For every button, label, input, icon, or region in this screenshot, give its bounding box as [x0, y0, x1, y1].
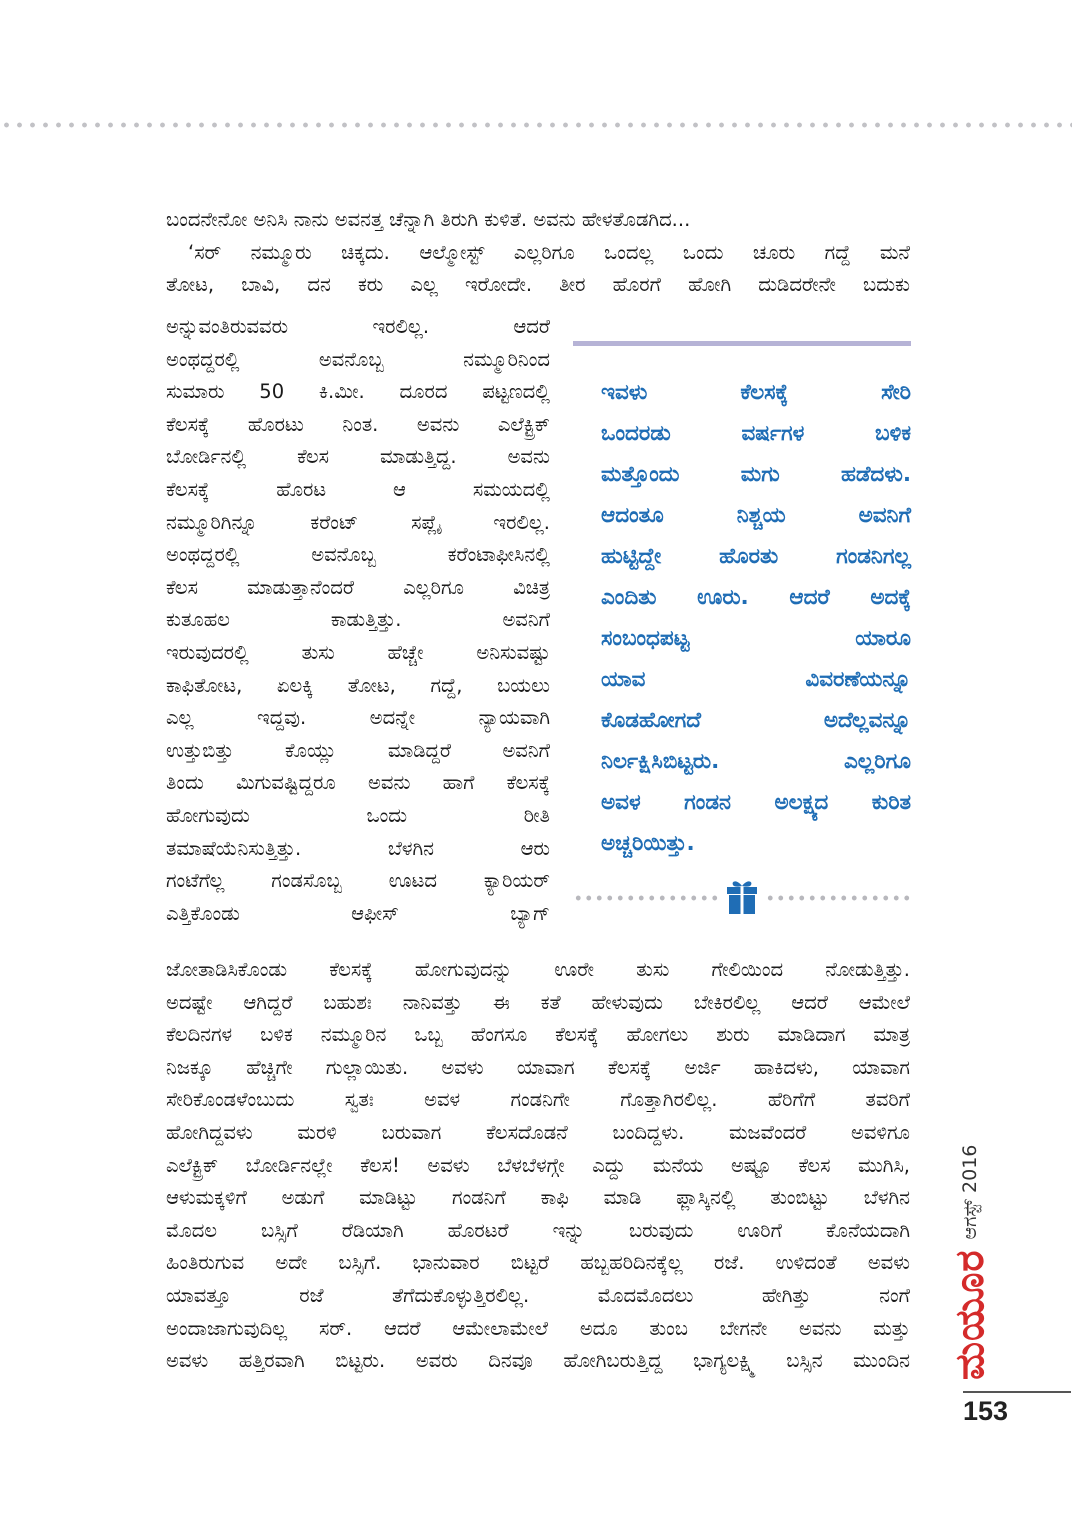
- body-line: ಎತ್ತಿಕೊಂಡು ಆಫೀಸ್ ಬ್ಯಾಗ್: [166, 901, 550, 925]
- pullquote-line: ಹುಟ್ಟಿದ್ದೇ ಹೊರತು ಗಂಡನಿಗಲ್ಲ: [601, 544, 911, 569]
- page-number-rule: [963, 1391, 1071, 1393]
- page-number: 153: [963, 1396, 1009, 1426]
- body-line: ಬೋರ್ಡಿನಲ್ಲಿ ಕೆಲಸ ಮಾಡುತ್ತಿದ್ದ. ಅವನು: [166, 445, 550, 469]
- body-line: ಅದಷ್ಟೇ ಆಗಿದ್ದರೆ ಬಹುಶಃ ನಾನಿವತ್ತು ಈ ಕತೆ ಹೇಳುವುದು ಬೇಕಿರಲಿಲ್ಲ ಆದರೆ ಆಮೇಲೆ: [166, 990, 910, 1014]
- body-text-bottom: [166, 954, 910, 1378]
- body-text-top: [166, 204, 910, 302]
- body-line: ಅನ್ನುವಂತಿರುವವರು ಇರಲಿಲ್ಲ. ಆದರೆ: [166, 315, 550, 338]
- body-line: ಅಂಥದ್ದರಲ್ಲಿ ಅವನೊಬ್ಬ ನಮ್ಮೂರಿನಿಂದ: [166, 347, 550, 371]
- gift-icon: [725, 879, 759, 915]
- body-line: ಅಂದಾಜಾಗುವುದಿಲ್ಲ ಸರ್. ಆದರೆ ಆಮೇಲಾಮೇಲೆ ಅದೂ ತುಂಬ ಬೇಗನೇ ಅವನು ಮತ್ತು: [166, 1316, 910, 1340]
- body-line: ಕುತೂಹಲ ಕಾಡುತ್ತಿತ್ತು. ಅವನಿಗೆ: [166, 608, 550, 632]
- body-line: ಕಾಫಿತೋಟ, ಏಲಕ್ಕಿ ತೋಟ, ಗದ್ದೆ, ಬಯಲು: [166, 673, 550, 697]
- pullquote-line: ಅವಳ ಗಂಡನ ಅಲಕ್ಷ್ಯದ ಕುರಿತ: [601, 790, 911, 815]
- body-line: ಅವಳು ಹತ್ತಿರವಾಗಿ ಬಿಟ್ಟರು. ಅವರು ದಿನವೂ ಹೋಗಿಬರುತ್ತಿದ್ದ ಭಾಗ್ಯಲಕ್ಷ್ಮಿ ಬಸ್ಸಿನ ಮುಂದಿನ: [166, 1349, 910, 1373]
- pullquote-line: ಕೊಡಹೋಗದೆ ಅದೆಲ್ಲವನ್ನೂ: [601, 708, 911, 733]
- pullquote-line: ಆದಂತೂ ನಿಶ್ಚಯ ಅವನಿಗೆ: [601, 503, 911, 528]
- body-line: ಸುಮಾರು 50 ಕಿ.ಮೀ. ದೂರದ ಪಟ್ಟಣದಲ್ಲಿ: [166, 380, 550, 404]
- body-line: ಕೆಲದಿನಗಳ ಬಳಿಕ ನಮ್ಮೂರಿನ ಒಬ್ಬ ಹೆಂಗಸೂ ಕೆಲಸಕ್ಕೆ ಹೋಗಲು ಶುರು ಮಾಡಿದಾಗ ಮಾತ್ರ: [166, 1023, 910, 1047]
- pullquote-line: ಎಂದಿತು ಊರು. ಆದರೆ ಅದಕ್ಕೆ: [601, 585, 911, 610]
- pullquote-line: ಇವಳು ಕೆಲಸಕ್ಕೆ ಸೇರಿ: [601, 380, 911, 405]
- body-line: ಹೋಗುವುದು ಒಂದು ರೀತಿ: [166, 803, 550, 827]
- pullquote-line: ನಿರ್ಲಕ್ಷಿಸಿಬಿಟ್ಟರು. ಎಲ್ಲರಿಗೂ: [601, 749, 911, 774]
- magazine-side-label: [940, 1130, 1000, 1380]
- body-line: ಕೆಲಸಕ್ಕೆ ಹೊರಟು ನಿಂತ. ಅವನು ಎಲೆಕ್ಟ್ರಿಕ್: [166, 412, 550, 436]
- body-line: ನಿಜಕ್ಕೂ ಹೆಚ್ಚಿಗೇ ಗುಲ್ಲಾಯಿತು. ಅವಳು ಯಾವಾಗ ಕೆಲಸಕ್ಕೆ ಅರ್ಜಿ ಹಾಕಿದಳು, ಯಾವಾಗ: [166, 1055, 910, 1079]
- pullquote: [601, 372, 911, 864]
- body-line: ತೋಟ, ಬಾವಿ, ದನ ಕರು ಎಲ್ಲ ಇರೋದೇ. ತೀರ ಹೊರಗೆ ಹೋಗಿ ದುಡಿದರೇನೇ ಬದುಕು: [166, 273, 910, 297]
- pullquote-line: ಅಚ್ಚರಿಯಿತ್ತು.: [601, 831, 695, 856]
- body-line: ಹೋಗಿದ್ದವಳು ಮರಳಿ ಬರುವಾಗ ಕೆಲಸದೊಡನೆ ಬಂದಿದ್ದಳು. ಮಜವೆಂದರೆ ಅವಳಿಗೂ: [166, 1120, 910, 1144]
- pullquote-dotted-divider-left: [573, 894, 721, 902]
- body-line: ಎಲ್ಲ ಇದ್ದವು. ಅದನ್ನೇ ನ್ಯಾಯವಾಗಿ: [166, 706, 550, 730]
- magazine-name: ಮಯೂರ: [947, 1249, 993, 1380]
- pullquote-dotted-divider-right: [765, 894, 911, 902]
- body-line: ಎಲೆಕ್ಟ್ರಿಕ್ ಬೋರ್ಡಿನಲ್ಲೇ ಕೆಲಸ! ಅವಳು ಬೆಳಬೆಳಗ್ಗೇ ಎದ್ದು ಮನೆಯ ಅಷ್ಟೂ ಕೆಲಸ ಮುಗಿಸಿ,: [166, 1153, 910, 1177]
- body-text-column: [166, 311, 550, 930]
- pullquote-line: ಒಂದರಡು ವರ್ಷಗಳ ಬಳಿಕ: [601, 421, 911, 446]
- body-line: ಆಳುಮಕ್ಕಳಿಗೆ ಅಡುಗೆ ಮಾಡಿಟ್ಟು ಗಂಡನಿಗೆ ಕಾಫಿ ಮಾಡಿ ಫ್ಲಾಸ್ಕಿನಲ್ಲಿ ತುಂಬಿಟ್ಟು ಬೆಳಗಿನ: [166, 1186, 910, 1210]
- body-line: ಯಾವತ್ತೂ ರಜೆ ತೆಗೆದುಕೊಳ್ಳುತ್ತಿರಲಿಲ್ಲ. ಮೊದಮೊದಲು ಹೇಗಿತ್ತು ನಂಗೆ: [166, 1283, 910, 1307]
- pullquote-line: ಮತ್ತೊಂದು ಮಗು ಹಡೆದಳು.: [601, 462, 911, 487]
- body-line: ಅಂಥದ್ದರಲ್ಲಿ ಅವನೊಬ್ಬ ಕರೆಂಟಾಫೀಸಿನಲ್ಲಿ: [166, 543, 550, 567]
- body-line: ಕೆಲಸಕ್ಕೆ ಹೊರಟ ಆ ಸಮಯದಲ್ಲಿ: [166, 477, 550, 501]
- top-dotted-divider: [0, 121, 1072, 129]
- body-line: ಗಂಟೆಗೆಲ್ಲ ಗಂಡಸೊಬ್ಬ ಊಟದ ಕ್ಯಾರಿಯರ್: [166, 869, 550, 893]
- body-line: ನಮ್ಮೂರಿಗಿನ್ನೂ ಕರೆಂಟ್ ಸಪ್ಲೈ ಇರಲಿಲ್ಲ.: [166, 510, 550, 534]
- body-line: ಮೊದಲ ಬಸ್ಸಿಗೆ ರೆಡಿಯಾಗಿ ಹೊರಟರೆ ಇನ್ನು ಬರುವುದು ಊರಿಗೆ ಕೊನೆಯದಾಗಿ: [166, 1218, 910, 1242]
- body-line: ‘ಸರ್ ನಮ್ಮೂರು ಚಿಕ್ಕದು. ಆಲ್ಮೋಸ್ಟ್ ಎಲ್ಲರಿಗೂ ಒಂದಲ್ಲ ಒಂದು ಚೂರು ಗದ್ದೆ ಮನೆ: [188, 240, 910, 264]
- pullquote-line: ಸಂಬಂಧಪಟ್ಟ ಯಾರೂ: [601, 626, 911, 651]
- issue-date: ಆಗಸ್ಟ್ 2016: [959, 1144, 981, 1240]
- body-line: ಬಂದನೇನೋ ಅನಿಸಿ ನಾನು ಅವನತ್ತ ಚೆನ್ನಾಗಿ ತಿರುಗಿ ಕುಳಿತೆ. ಅವನು ಹೇಳತೊಡಗಿದ...: [166, 208, 691, 231]
- pullquote-line: ಯಾವ ವಿವರಣೆಯನ್ನೂ: [601, 667, 911, 692]
- pullquote-top-rule: [573, 341, 911, 346]
- body-line: ಕೆಲಸ ಮಾಡುತ್ತಾನೆಂದರೆ ಎಲ್ಲರಿಗೂ ವಿಚಿತ್ರ: [166, 575, 550, 599]
- body-line: ತಿಂದು ಮಿಗುವಷ್ಟಿದ್ದರೂ ಅವನು ಹಾಗೆ ಕೆಲಸಕ್ಕೆ: [166, 771, 550, 795]
- body-line: ತಮಾಷೆಯೆನಿಸುತ್ತಿತ್ತು. ಬೆಳಗಿನ ಆರು: [166, 836, 550, 860]
- body-line: ಹಿಂತಿರುಗುವ ಅದೇ ಬಸ್ಸಿಗೆ. ಭಾನುವಾರ ಬಿಟ್ಟರೆ ಹಬ್ಬಹರಿದಿನಕ್ಕೆಲ್ಲ ರಜೆ. ಉಳಿದಂತೆ ಅವಳು: [166, 1251, 910, 1275]
- body-line: ಸೇರಿಕೊಂಡಳೆಂಬುದು ಸ್ವತಃ ಅವಳ ಗಂಡನಿಗೇ ಗೊತ್ತಾಗಿರಲಿಲ್ಲ. ಹೆರಿಗೆಗೆ ತವರಿಗೆ: [166, 1088, 910, 1112]
- body-line: ಇರುವುದರಲ್ಲಿ ತುಸು ಹೆಚ್ಚೇ ಅನಿಸುವಷ್ಟು: [166, 640, 550, 664]
- body-line: ಜೋತಾಡಿಸಿಕೊಂಡು ಕೆಲಸಕ್ಕೆ ಹೋಗುವುದನ್ನು ಊರೇ ತುಸು ಗೇಲಿಯಿಂದ ನೋಡುತ್ತಿತ್ತು.: [166, 958, 910, 981]
- body-line: ಉತ್ತುಬಿತ್ತು ಕೊಯ್ಲು ಮಾಡಿದ್ದರೆ ಅವನಿಗೆ: [166, 738, 550, 762]
